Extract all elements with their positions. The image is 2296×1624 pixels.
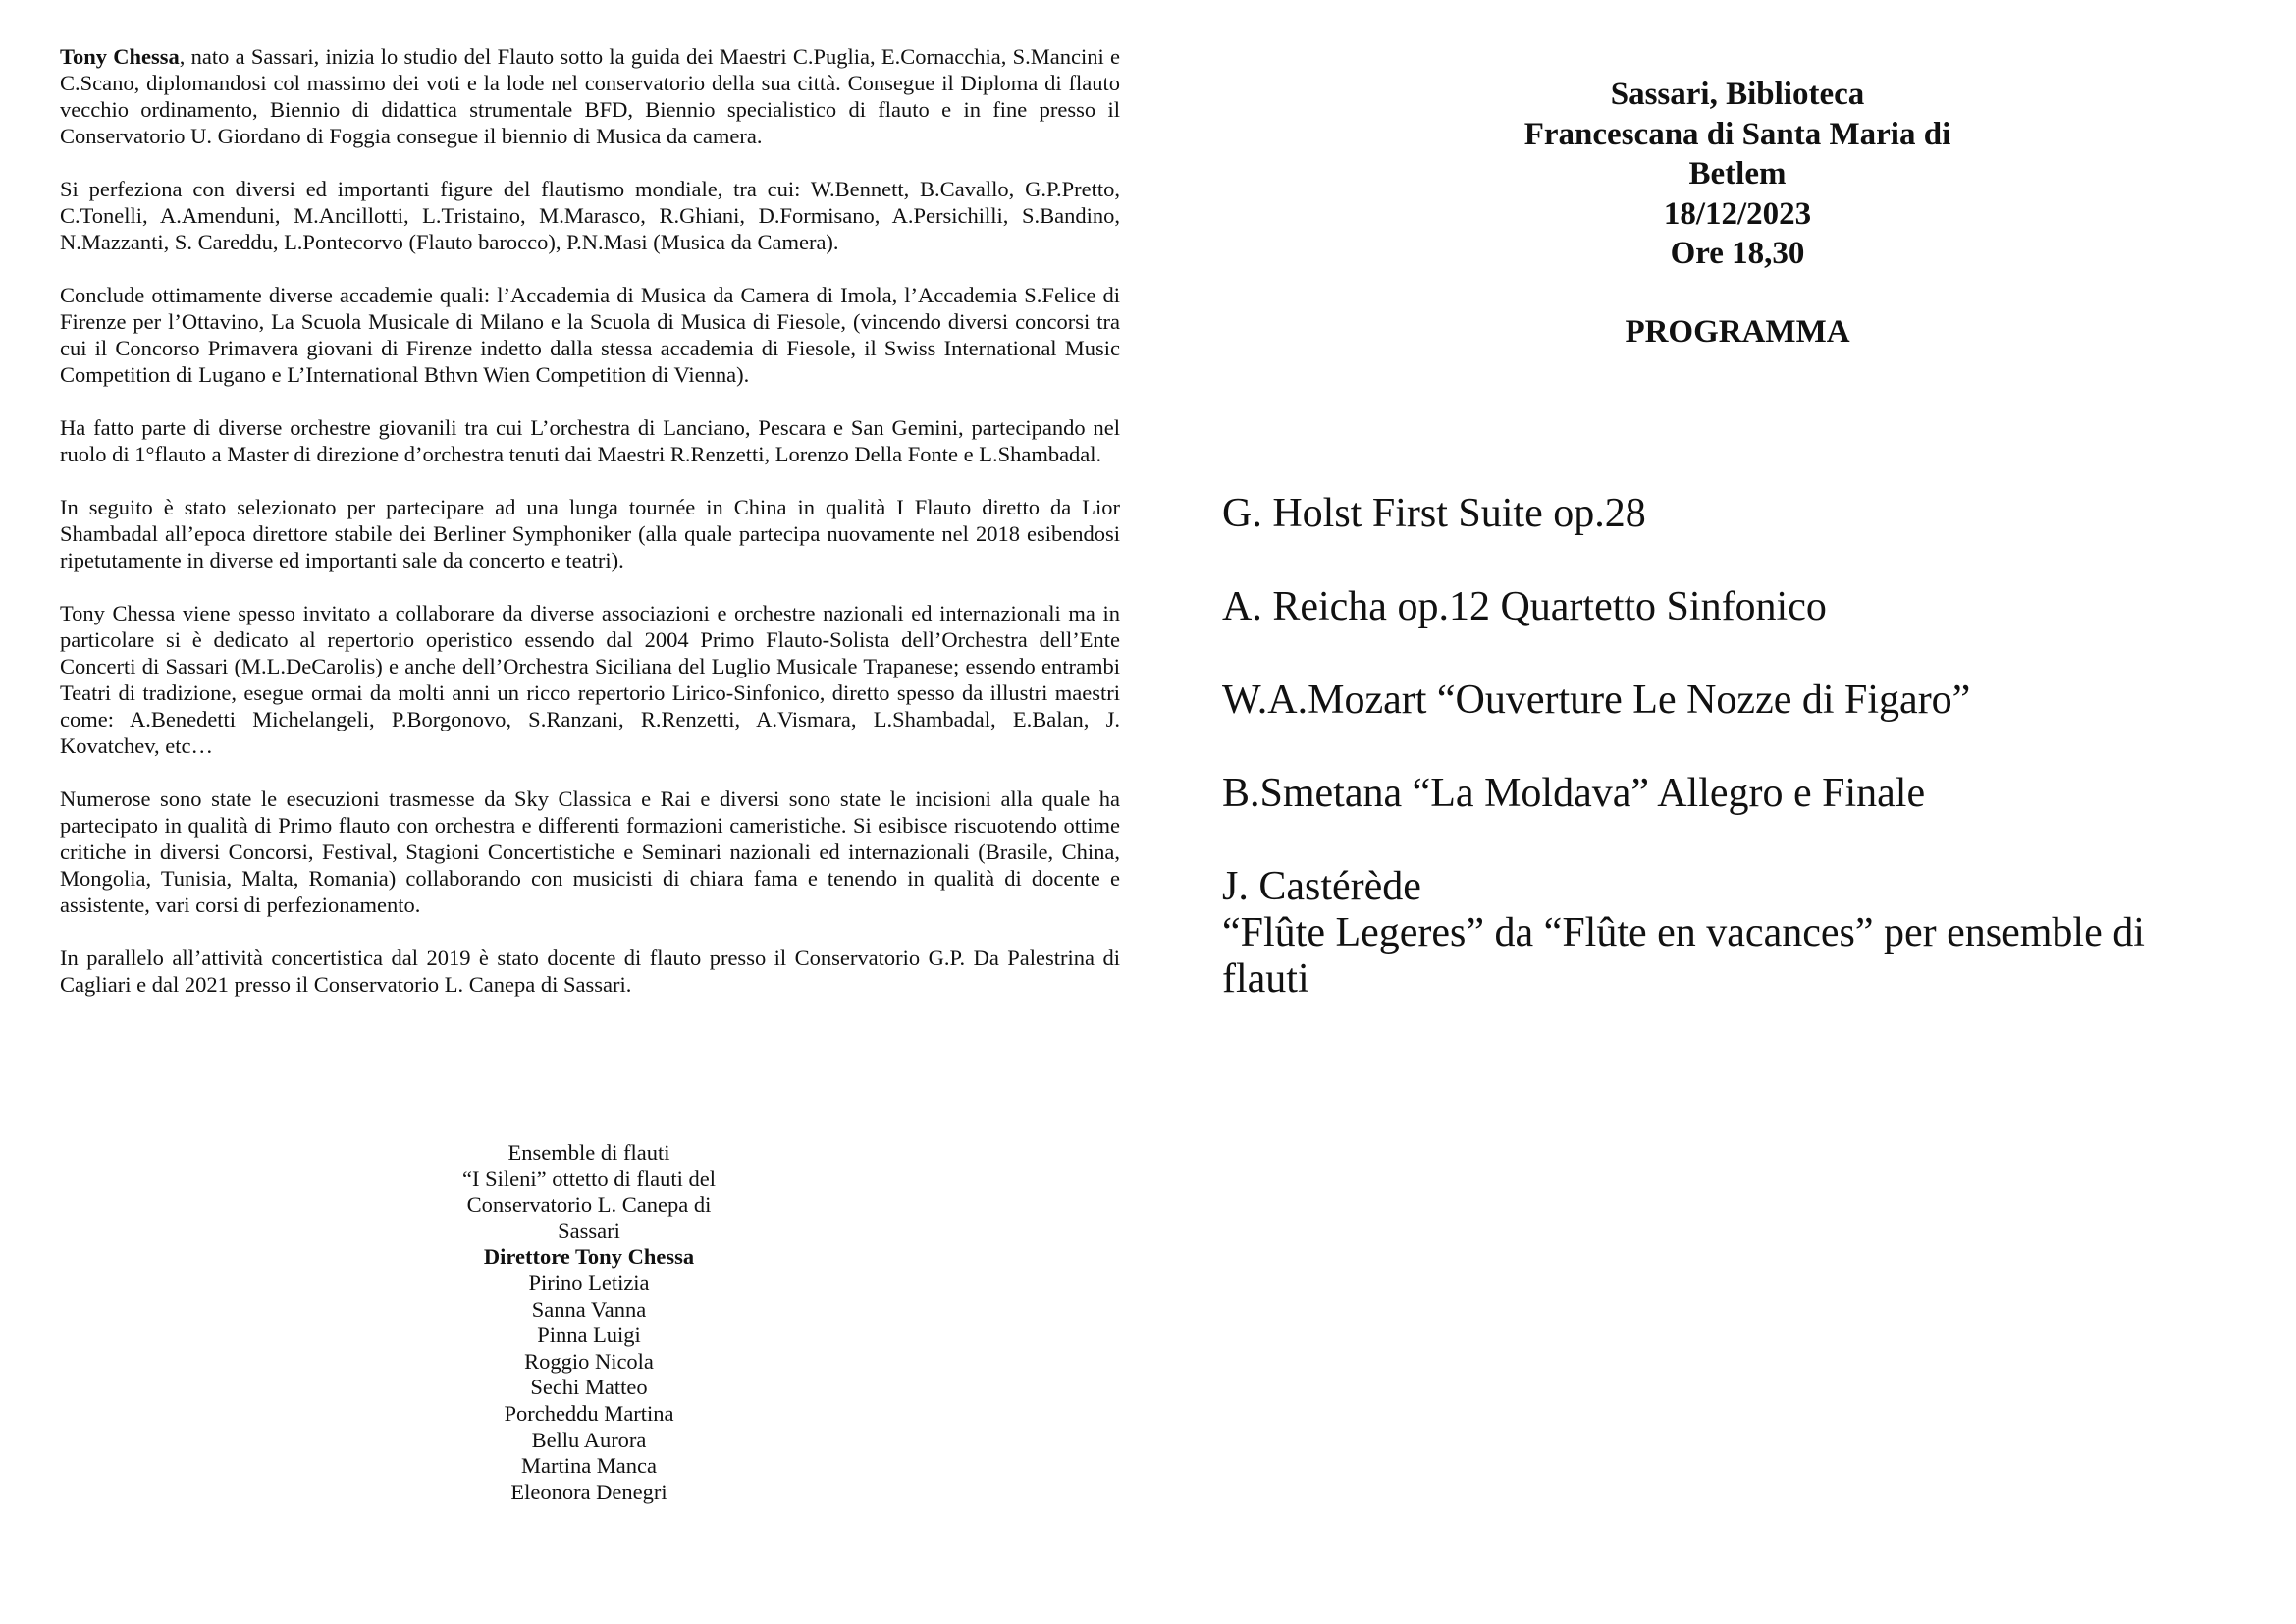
ensemble-member: Roggio Nicola [524, 1348, 654, 1374]
program-item-2: A. Reicha op.12 Quartetto Sinfonico [1222, 584, 1827, 629]
bio-paragraph-6: Tony Chessa viene spesso invitato a collaborare da diverse associazioni e orchestre nazionali ed internazionali ma in particolare si è dedicato al repertorio operistico essendo dal 2004 Primo Flauto-Solista dell’Orchestra dell’Ente Concerti di Sassari (M.L.DeCarolis) e anche dell’Orchestra Siciliana del Luglio Musicale Trapanese; essendo entrambi Teatri di tradizione, esegue ormai da molti anni un ricco repertorio Lirico-Sinfonico, diretto spesso da illustri maestri come: A.Benedetti Michelangeli, P.Borgonovo, S.Ranzani, R.Renzetti, A.Vismara, L.Shambadal, E.Balan, J. Kovatchev, etc… [60, 601, 1120, 758]
program-item-1: G. Holst First Suite op.28 [1222, 491, 1646, 536]
event-date: 18/12/2023 [1663, 195, 1812, 232]
bio-paragraph-8: In parallelo all’attività concertistica dal 2019 è stato docente di flauto presso il Conservatorio G.P. Da Palestrina di Cagliari e dal 2021 presso il Conservatorio L. Canepa di Sassari. [60, 946, 1120, 997]
ensemble-member: Sechi Matteo [530, 1375, 648, 1400]
ensemble-member: Eleonora Denegri [510, 1479, 667, 1504]
program-item-4: B.Smetana “La Moldava” Allegro e Finale [1222, 771, 1926, 816]
ensemble-member: Sanna Vanna [531, 1296, 647, 1322]
bio-paragraph-2: Si perfeziona con diversi ed importanti figure del flautismo mondiale, tra cui: W.Bennett, B.Cavallo, G.P.Pretto, C.Tonelli, A.Amenduni, M.Ancillotti, L.Tristaino, M.Marasco, R.Ghiani, D.Formisano, A.Persichilli, S.Bandino, N.Mazzanti, S. Careddu, L.Pontecorvo (Flauto barocco), P.N.Masi (Musica da Camera). [60, 177, 1120, 254]
event-time: Ore 18,30 [1670, 236, 1805, 271]
bio-paragraph-4: Ha fatto parte di diverse orchestre giovanili tra cui L’orchestra di Lanciano, Pescara e San Gemini, partecipando nel ruolo di 1°flauto a Master di direzione d’orchestra tenuti dai Maestri R.Renzetti, Lorenzo Della Fonte e L.Shambadal. [60, 415, 1120, 466]
ensemble-block [412, 1140, 766, 1505]
program-item-5-title: “Flûte Legeres” da “Flûte en vacances” per ensemble di [1222, 910, 2145, 955]
program-item-5-composer: J. Castérède [1222, 864, 1421, 909]
venue-line-1: Sassari, Biblioteca [1610, 77, 1865, 112]
bio-paragraph-3: Conclude ottimamente diverse accademie quali: l’Accademia di Musica da Camera di Imola, l’Accademia S.Felice di Firenze per l’Ottavino, La Scuola Musicale di Milano e la Scuola di Musica di Fiesole, (vincendo diversi concorsi tra cui il Concorso Primavera giovani di Firenze indetto dalla stessa accademia di Fiesole, il Swiss International Music Competition di Lugano e L’International Bthvn Wien Competition di Vienna). [60, 283, 1120, 387]
bio-paragraph-7: Numerose sono state le esecuzioni trasmesse da Sky Classica e Rai e diversi sono state le incisioni alla quale ha partecipato in qualità di Primo flauto con orchestra e differenti formazioni cameristiche. Si esibisce riscuotendo ottime critiche in diversi Concorsi, Festival, Stagioni Concertistiche e Seminari nazionali ed internazionali (Brasile, China, Mongolia, Tunisia, Malta, Romania) collaborando con musicisti di chiara fama e tenendo in qualità di docente e assistente, vari corsi di perfezionamento. [60, 786, 1120, 917]
bio-paragraph-5: In seguito è stato selezionato per partecipare ad una lunga tournée in China in qualità I Flauto diretto da Lior Shambadal all’epoca direttore stabile dei Berliner Symphoniker (alla quale partecipa nuovamente nel 2018 esibendosi ripetutamente in diverse ed importanti sale da concerto e teatri). [60, 495, 1120, 572]
ensemble-line-4: Sassari [558, 1218, 620, 1243]
ensemble-line-1: Ensemble di flauti [507, 1140, 670, 1164]
programma-title: PROGRAMMA [1625, 314, 1850, 350]
ensemble-member: Porcheddu Martina [504, 1400, 674, 1426]
biography-column [60, 43, 1120, 1024]
bio-name: Tony Chessa [60, 44, 180, 69]
venue-line-2: Francescana di Santa Maria di [1523, 116, 1951, 152]
ensemble-member: Pinna Luigi [537, 1323, 641, 1348]
program-item-5 [1222, 864, 2263, 1002]
event-header [1414, 75, 2061, 274]
program-item-5-title-cont: flauti [1222, 956, 1309, 1001]
program-list [1222, 491, 2263, 1050]
ensemble-member: Pirino Letizia [528, 1270, 650, 1295]
bio-paragraph-1 [60, 43, 1120, 149]
ensemble-member: Bellu Aurora [531, 1427, 647, 1452]
bio-paragraph-1-text: , nato a Sassari, inizia lo studio del Flauto sotto la guida dei Maestri C.Puglia, E.Cornacchia, S.Mancini e C.Scano, diplomandosi col massimo dei voti e la lode nel conservatorio della sua città. Consegue il Diploma di flauto vecchio ordinamento, Biennio di didattica strumentale BFD, Biennio specialistico di flauto e in fine presso il Conservatorio U. Giordano di Foggia consegue il biennio di Musica da camera. [60, 44, 1120, 148]
ensemble-director: Direttore Tony Chessa [483, 1244, 695, 1270]
ensemble-member: Martina Manca [520, 1453, 658, 1479]
program-item-3: W.A.Mozart “Ouverture Le Nozze di Figaro” [1222, 677, 1971, 723]
ensemble-line-2: “I Sileni” ottetto di flauti del [461, 1165, 717, 1191]
ensemble-line-3: Conservatorio L. Canepa di [466, 1192, 712, 1218]
venue-line-3: Betlem [1688, 156, 1787, 191]
